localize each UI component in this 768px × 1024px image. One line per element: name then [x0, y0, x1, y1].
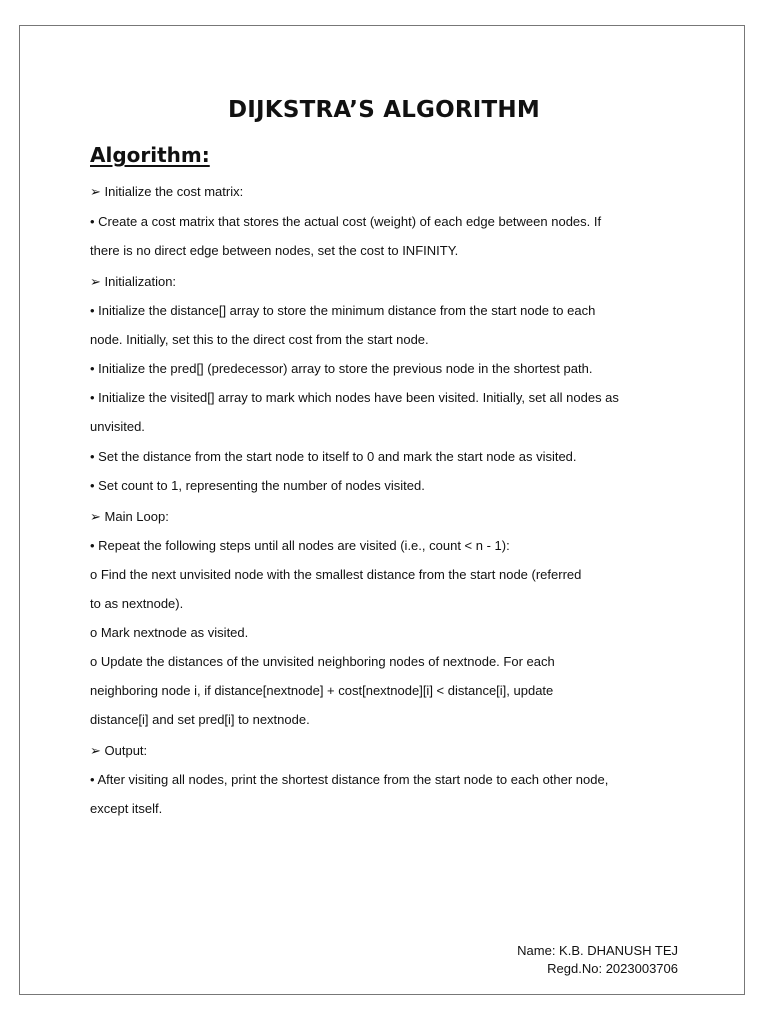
registration-number: Regd.No: 2023003706 [547, 961, 678, 976]
text-line: o Update the distances of the unvisited neighboring nodes of nextnode. For each [90, 654, 555, 669]
bullet-heading: ➢ Initialize the cost matrix: [90, 184, 244, 199]
text-line: • Initialize the visited[] array to mark which nodes have been visited. Initially, set all nodes as [90, 390, 619, 405]
text-line: except itself. [90, 801, 163, 816]
text-line: • Initialize the distance[] array to store the minimum distance from the start node to each [90, 303, 596, 318]
bullet-heading: ➢ Initialization: [90, 274, 177, 289]
text-line: o Find the next unvisited node with the smallest distance from the start node (referred [90, 567, 582, 582]
text-line: distance[i] and set pred[i] to nextnode. [90, 712, 310, 727]
bullet-heading: ➢ Main Loop: [90, 509, 169, 524]
author-name: Name: K.B. DHANUSH TEJ [517, 943, 678, 958]
bullet-heading: ➢ Output: [90, 743, 148, 758]
text-line: unvisited. [90, 419, 145, 434]
text-line: • Set the distance from the start node to itself to 0 and mark the start node as visited. [90, 449, 577, 464]
text-line: • Initialize the pred[] (predecessor) array to store the previous node in the shortest path. [90, 361, 593, 376]
section-heading: Algorithm: [90, 143, 210, 167]
text-line: • After visiting all nodes, print the shortest distance from the start node to each other node, [90, 772, 609, 787]
text-line: to as nextnode). [90, 596, 184, 611]
text-line: • Set count to 1, representing the number of nodes visited. [90, 478, 425, 493]
text-line: neighboring node i, if distance[nextnode] + cost[nextnode][i] < distance[i], update [90, 683, 554, 698]
text-line: • Repeat the following steps until all nodes are visited (i.e., count < n - 1): [90, 538, 510, 553]
text-line: node. Initially, set this to the direct cost from the start node. [90, 332, 429, 347]
text-line: o Mark nextnode as visited. [90, 625, 249, 640]
text-line: there is no direct edge between nodes, set the cost to INFINITY. [90, 243, 459, 258]
text-line: • Create a cost matrix that stores the actual cost (weight) of each edge between nodes. If [90, 214, 602, 229]
page-title: DIJKSTRA’S ALGORITHM [228, 97, 540, 123]
